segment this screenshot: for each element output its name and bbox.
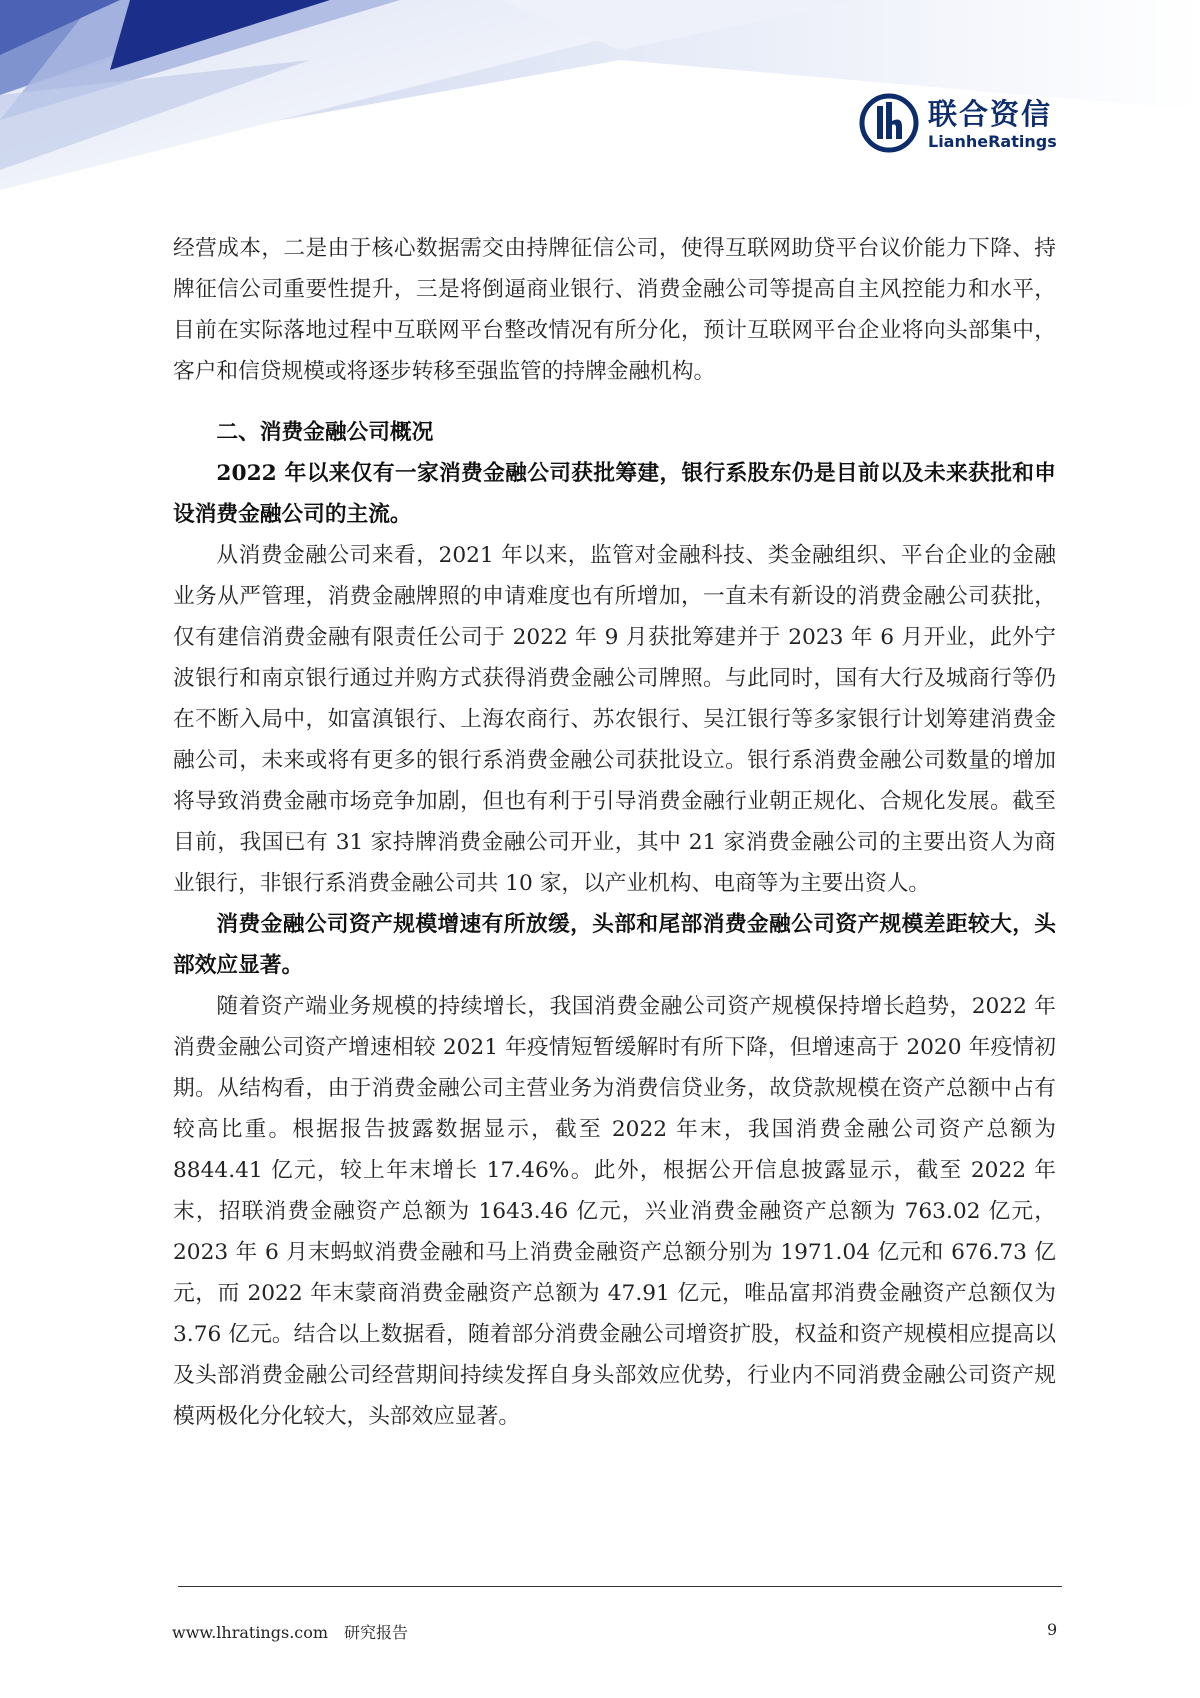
footer-info <box>172 1620 424 1643</box>
footer-divider <box>178 1586 1062 1587</box>
bold-heading-1: 2022 年以来仅有一家消费金融公司获批筹建，银行系股东仍是目前以及未来获批和申设消费金融公司的主流。 <box>173 461 1056 527</box>
lianhe-logo-icon <box>858 92 920 154</box>
logo-chinese-name: 联合资信 <box>928 97 1053 131</box>
paragraph-1: 从消费金融公司来看，2021 年以来，监管对金融科技、类金融组织、平台企业的金融业务从严管理，消费金融牌照的申请难度也有所增加，一直未有新设的消费金融公司获批，仅有建信消费金融有限责任公司于 2022 年 9 月获批筹建并于 2023 年 6 月开业，此外宁波银行和南京银行通过并购方式获得消费金融公司牌照。与此同时，国有大行及城商行等仍在不断入局中，如富滇银行、上海农商行、苏农银行、吴江银行等多家银行计划筹建消费金融公司，未来或将有更多的银行系消费金融公司获批设立。银行系消费金融公司数量的增加将导致消费金融市场竞争加剧，但也有利于引导消费金融行业朝正规化、合规化发展。截至目前，我国已有 31 家持牌消费金融公司开业，其中 21 家消费金融公司的主要出资人为商业银行，非银行系消费金融公司共 10 家，以产业机构、电商等为主要出资人。 <box>173 543 1056 896</box>
bold-heading-2: 消费金融公司资产规模增速有所放缓，头部和尾部消费金融公司资产规模差距较大，头部效应显著。 <box>173 912 1056 978</box>
paragraph-2: 随着资产端业务规模的持续增长，我国消费金融公司资产规模保持增长趋势，2022 年消费金融公司资产增速相较 2021 年疫情短暂缓解时有所下降，但增速高于 2020 年疫情初期。从结构看，由于消费金融公司主营业务为消费信贷业务，故贷款规模在资产总额中占有较高比重。根据报告披露数据显示，截至 2022 年末，我国消费金融公司资产总额为 8844.41 亿元，较上年末增长 17.46%。此外，根据公开信息披露显示，截至 2022 年末，招联消费金融资产总额为 1643.46 亿元，兴业消费金融资产总额为 763.02 亿元，2023 年 6 月末蚂蚁消费金融和马上消费金融资产总额分别为 1971.04 亿元和 676.73 亿元，而 2022 年末蒙商消费金融资产总额为 47.91 亿元，唯品富邦消费金融资产总额仅为 3.76 亿元。结合以上数据看，随着部分消费金融公司增资扩股，权益和资产规模相应提高以及头部消费金融公司经营期间持续发挥自身头部效应优势，行业内不同消费金融公司资产规模两极化分化较大，头部效应显著。 <box>173 994 1056 1429</box>
lianhe-logo <box>858 90 1073 160</box>
section-title: 二、消费金融公司概况 <box>216 420 434 445</box>
footer-website-link[interactable]: www.lhratings.com <box>172 1623 329 1642</box>
page-number: 9 <box>1047 1620 1058 1639</box>
footer-report-type: 研究报告 <box>344 1623 409 1642</box>
logo-english-name: LianheRatings <box>928 132 1057 151</box>
document-body <box>173 228 1056 1437</box>
paragraph-continued: 经营成本，二是由于核心数据需交由持牌征信公司，使得互联网助贷平台议价能力下降、持牌征信公司重要性提升，三是将倒逼商业银行、消费金融公司等提高自主风控能力和水平，目前在实际落地过程中互联网平台整改情况有所分化，预计互联网平台企业将向头部集中，客户和信贷规模或将逐步转移至强监管的持牌金融机构。 <box>173 236 1056 384</box>
